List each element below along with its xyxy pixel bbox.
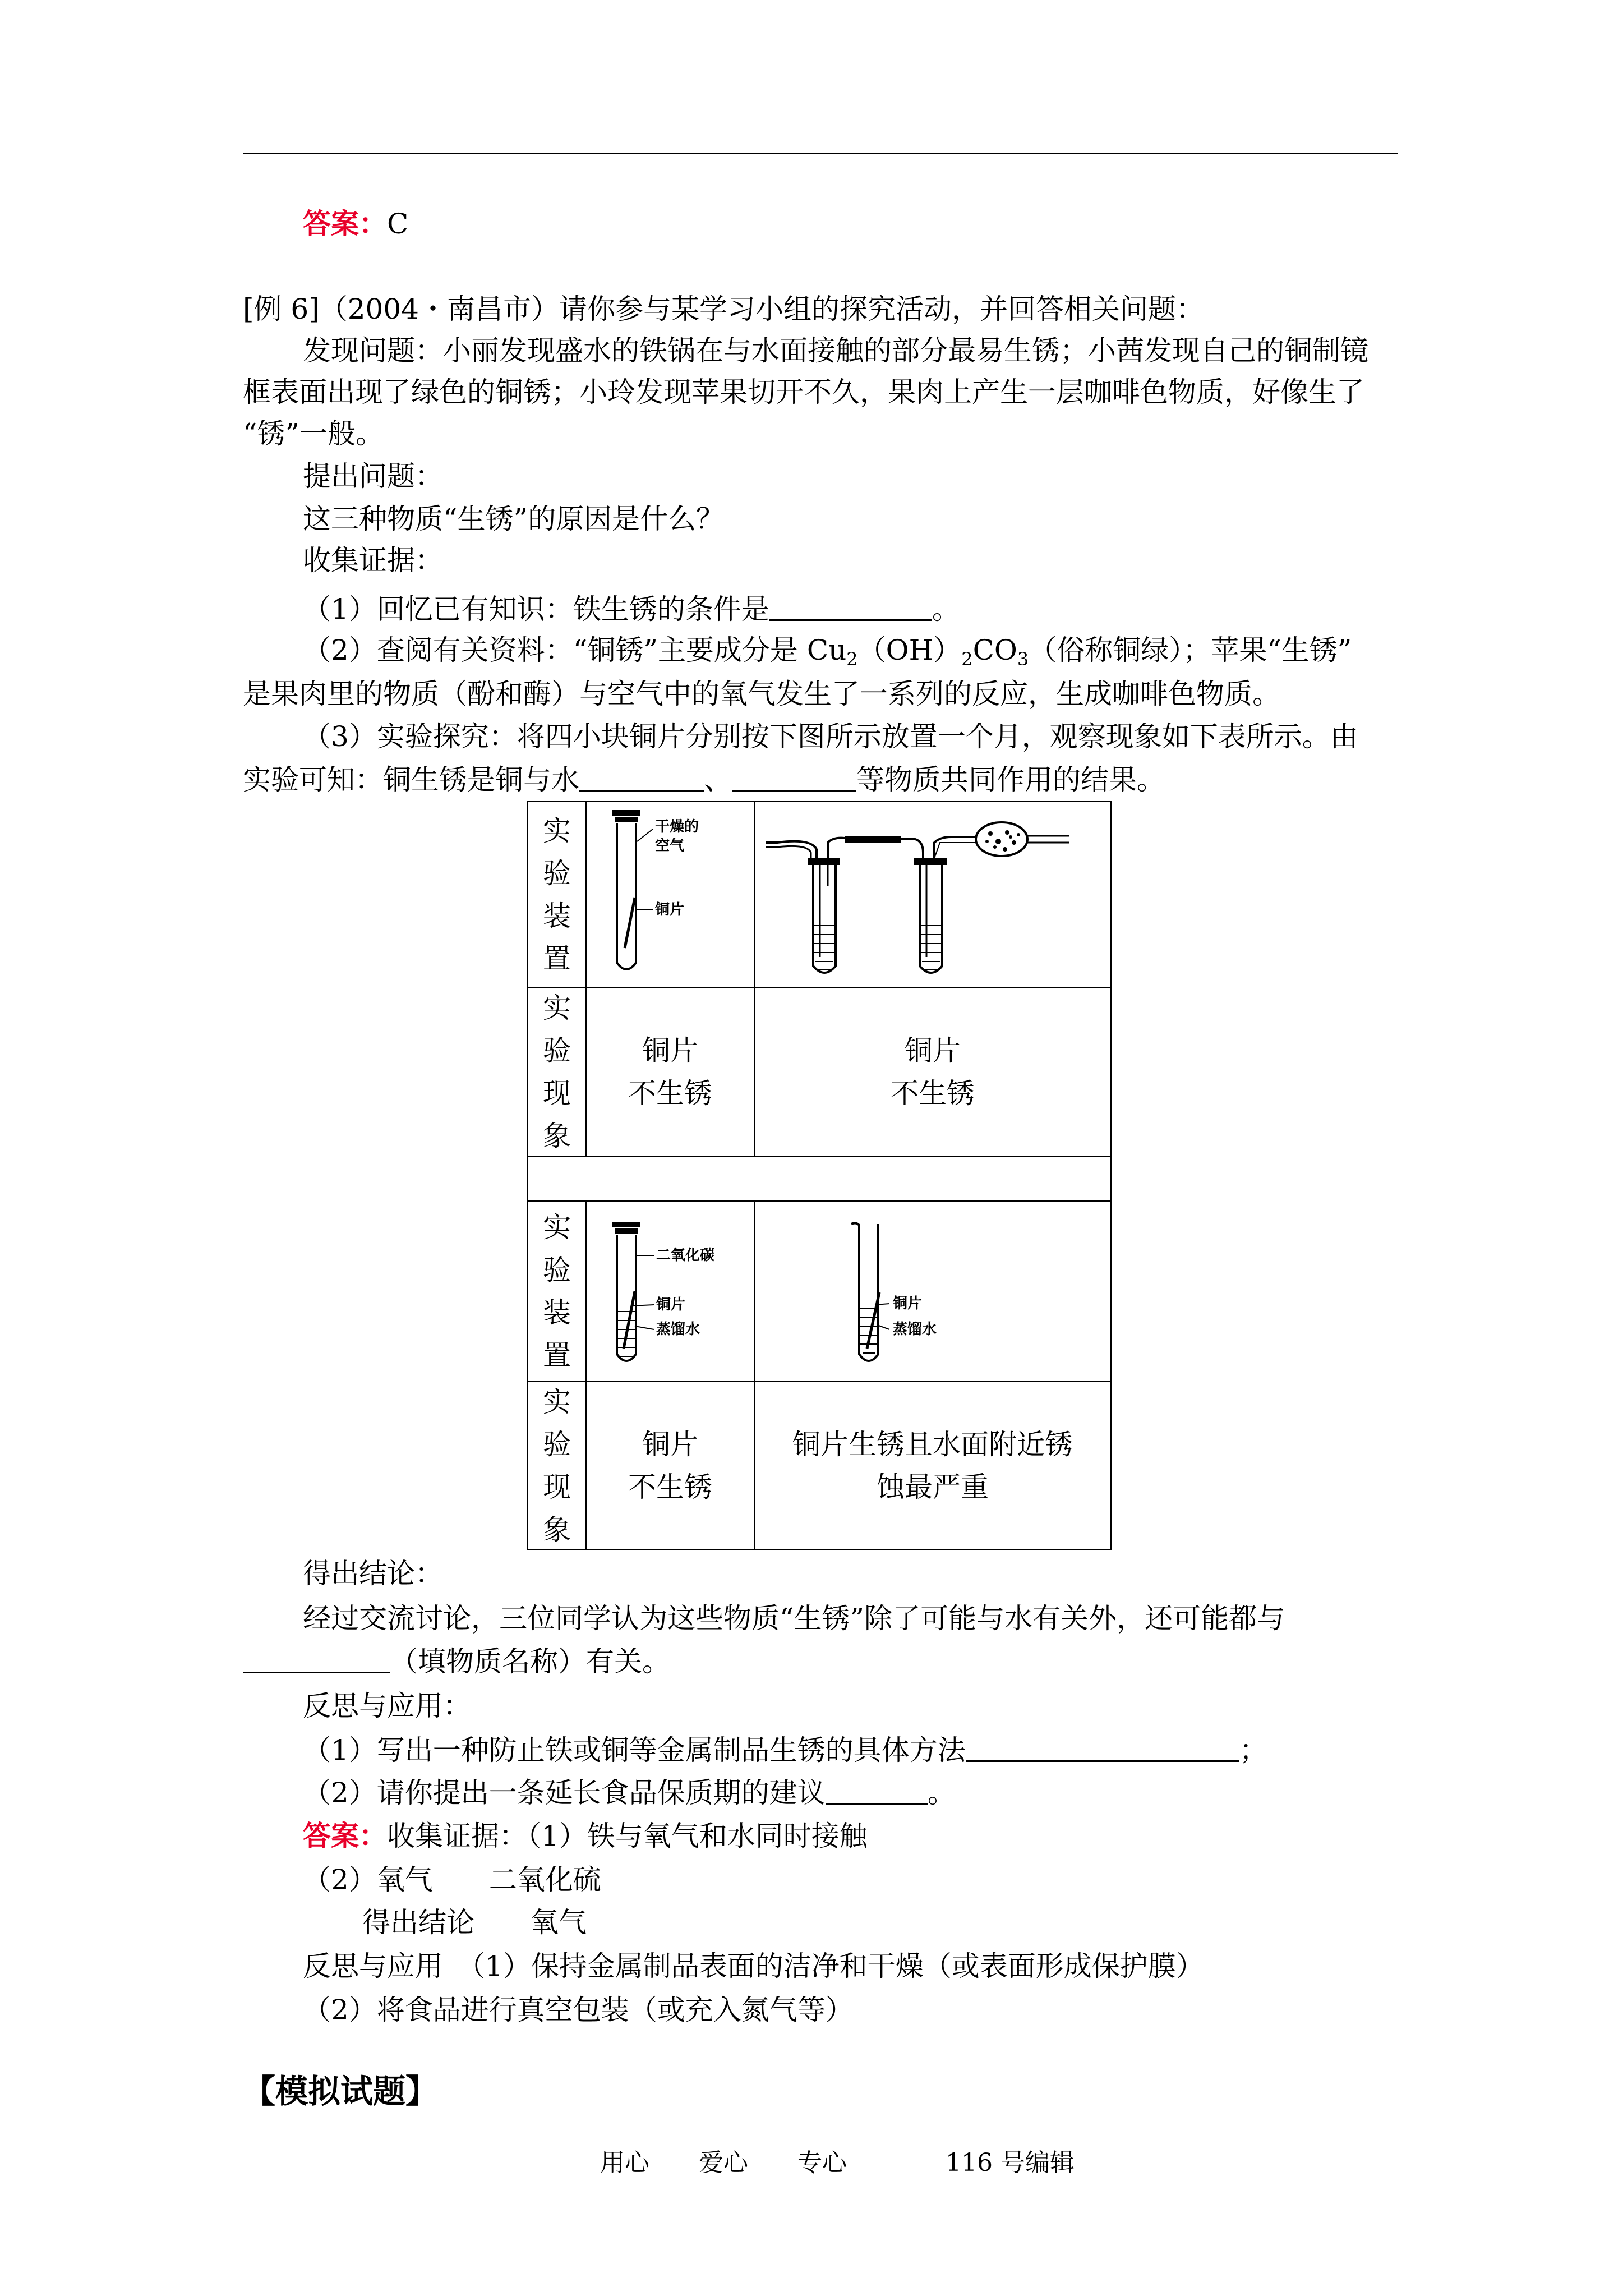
open-tube-figure xyxy=(755,1202,1110,1381)
gas-flow-apparatus-figure xyxy=(755,802,1110,987)
answer-2-line-5: （2）将食品进行真空包装（或充入氮气等） xyxy=(303,1994,854,2026)
fig3-water-label: 蒸馏水 xyxy=(656,1321,700,1338)
row-label-setup-2 xyxy=(527,1200,587,1382)
result-line: 不生锈 xyxy=(628,1077,712,1110)
collect-item-1-end: 。 xyxy=(932,593,960,625)
c3-text-a: 实验可知：铜生锈是铜与水 xyxy=(243,763,579,796)
pose-label: 提出问题： xyxy=(303,460,443,493)
blank-substance-2[interactable] xyxy=(732,761,856,792)
result-line: 蚀最严重 xyxy=(877,1471,989,1503)
conclusion-line-2 xyxy=(243,1642,670,1680)
label-char: 验 xyxy=(543,1428,571,1461)
fig4-water-label: 蒸馏水 xyxy=(893,1321,937,1338)
blank-rust-condition[interactable] xyxy=(769,590,932,621)
label-char: 现 xyxy=(543,1077,571,1110)
reflect-q1-text: （1）写出一种防止铁或铜等金属制品生锈的具体方法 xyxy=(303,1734,966,1766)
row-label-result-1 xyxy=(527,987,587,1157)
label-char: 现 xyxy=(543,1471,571,1503)
label-char: 装 xyxy=(543,900,571,932)
example-title: [例 6]（2004・南昌市）请你参与某学习小组的探究活动，并回答相关问题： xyxy=(243,293,1204,325)
row-label-result-2 xyxy=(527,1381,587,1550)
c2-sub-1: 2 xyxy=(846,648,858,670)
setup-open-water xyxy=(754,1200,1112,1382)
label-char: 实 xyxy=(543,815,571,847)
result-line: 铜片 xyxy=(642,1428,698,1461)
collect-item-3: （3）实验探究：将四小块铜片分别按下图所示放置一个月，观察现象如下表所示。由 xyxy=(303,720,1358,753)
conclusion-line-2-text: （填物质名称）有关。 xyxy=(390,1645,670,1678)
page-footer: 用心 爱心 专心 116 号编辑 xyxy=(600,2148,1075,2177)
reflect-q1-end: ； xyxy=(1239,1734,1267,1766)
c2-text-c: CO xyxy=(972,634,1017,666)
row-label-setup-1 xyxy=(527,801,587,988)
answer-label: 答案： xyxy=(303,207,387,240)
label-char: 验 xyxy=(543,857,571,890)
label-char: 验 xyxy=(543,1034,571,1067)
blank-food-suggestion[interactable] xyxy=(826,1774,928,1805)
c2-sub-2: 2 xyxy=(961,648,973,670)
experiment-table xyxy=(527,801,1112,1550)
reflect-label: 反思与应用： xyxy=(303,1690,471,1722)
result-co2-water xyxy=(585,1381,755,1550)
reflect-q2 xyxy=(303,1774,956,1811)
label-char: 置 xyxy=(543,942,571,975)
label-char: 装 xyxy=(543,1296,571,1329)
conclusion-label: 得出结论： xyxy=(303,1557,443,1590)
answer-c xyxy=(303,205,408,242)
answer-value: C xyxy=(387,208,409,240)
co2-tube-figure xyxy=(587,1202,754,1381)
reflect-q2-text: （2）请你提出一条延长食品保质期的建议 xyxy=(303,1777,826,1809)
c2-text-d: （俗称铜绿）；苹果“生锈” xyxy=(1029,634,1352,666)
label-char: 实 xyxy=(543,992,571,1024)
result-line: 不生锈 xyxy=(891,1077,975,1110)
result-line: 铜片生锈且水面附近锈 xyxy=(792,1428,1073,1461)
answer-2-a1: 收集证据：（1）铁与氧气和水同时接触 xyxy=(387,1820,868,1852)
setup-co2-water xyxy=(585,1200,755,1382)
c3-separator: 、 xyxy=(704,763,732,796)
fig4-copper-label: 铜片 xyxy=(893,1295,923,1312)
c2-text-a: （2）查阅有关资料：“铜锈”主要成分是 Cu xyxy=(303,634,847,666)
fig3-copper-label: 铜片 xyxy=(656,1296,686,1313)
fig1-copper-label: 铜片 xyxy=(655,901,685,918)
setup-dry-air xyxy=(585,801,755,988)
reflect-q2-end: 。 xyxy=(927,1777,956,1809)
result-line: 不生锈 xyxy=(628,1471,712,1503)
collect-label: 收集证据： xyxy=(303,544,443,577)
dry-air-tube-figure xyxy=(587,802,754,987)
collect-item-1-text: （1）回忆已有知识：铁生锈的条件是 xyxy=(303,593,769,625)
fig3-co2-label: 二氧化碳 xyxy=(656,1247,715,1264)
answer-2-line-3: 得出结论 氧气 xyxy=(362,1906,587,1939)
conclusion-line-1: 经过交流讨论，三位同学认为这些物质“生锈”除了可能与水有关外，还可能都与 xyxy=(303,1602,1285,1635)
answer-2-label: 答案： xyxy=(303,1819,387,1852)
reflect-q1 xyxy=(303,1731,1267,1769)
fig1-air-label-1: 干燥的 xyxy=(655,818,699,835)
result-line: 铜片 xyxy=(905,1034,961,1067)
table-spacer-row xyxy=(527,1156,1112,1202)
collect-item-3-line-2 xyxy=(243,761,1165,798)
label-char: 置 xyxy=(543,1339,571,1372)
fig1-air-label-2: 空气 xyxy=(655,838,685,854)
result-open-water xyxy=(754,1381,1112,1550)
label-char: 象 xyxy=(543,1120,571,1152)
discover-line-3: “锈”一般。 xyxy=(243,417,384,450)
collect-item-2-line-2: 是果肉里的物质（酚和酶）与空气中的氧气发生了一系列的反应，生成咖啡色物质。 xyxy=(243,678,1280,710)
c2-text-b: （OH） xyxy=(857,634,962,666)
label-char: 验 xyxy=(543,1254,571,1286)
setup-air-through-water xyxy=(754,801,1112,988)
blank-rust-prevention[interactable] xyxy=(966,1731,1239,1762)
answer-2-line-1 xyxy=(303,1818,868,1855)
label-char: 实 xyxy=(543,1211,571,1244)
pose-question: 这三种物质“生锈”的原因是什么？ xyxy=(303,503,725,535)
result-air-through-water xyxy=(754,987,1112,1157)
blank-substance-1[interactable] xyxy=(579,761,704,792)
result-line: 铜片 xyxy=(642,1034,698,1067)
header-rule xyxy=(243,153,1398,154)
label-char: 象 xyxy=(543,1513,571,1546)
collect-item-2 xyxy=(303,632,1352,678)
blank-conclusion-substance[interactable] xyxy=(243,1642,390,1673)
discover-line-2: 框表面出现了绿色的铜锈；小玲发现苹果切开不久，果肉上产生一层咖啡色物质，好像生了 xyxy=(243,376,1364,408)
answer-2-line-4: 反思与应用 （1）保持金属制品表面的洁净和干燥（或表面形成保护膜） xyxy=(303,1950,1204,1982)
answer-2-line-2: （2）氧气 二氧化硫 xyxy=(303,1864,601,1896)
result-dry-air xyxy=(585,987,755,1157)
collect-item-1 xyxy=(303,590,960,628)
section-title: 【模拟试题】 xyxy=(243,2072,439,2110)
discover-line-1: 发现问题：小丽发现盛水的铁锅在与水面接触的部分最易生锈；小茜发现自己的铜制镜 xyxy=(303,334,1368,367)
c3-text-c: 等物质共同作用的结果。 xyxy=(856,763,1165,796)
c2-sub-3: 3 xyxy=(1017,648,1029,670)
label-char: 实 xyxy=(543,1386,571,1418)
